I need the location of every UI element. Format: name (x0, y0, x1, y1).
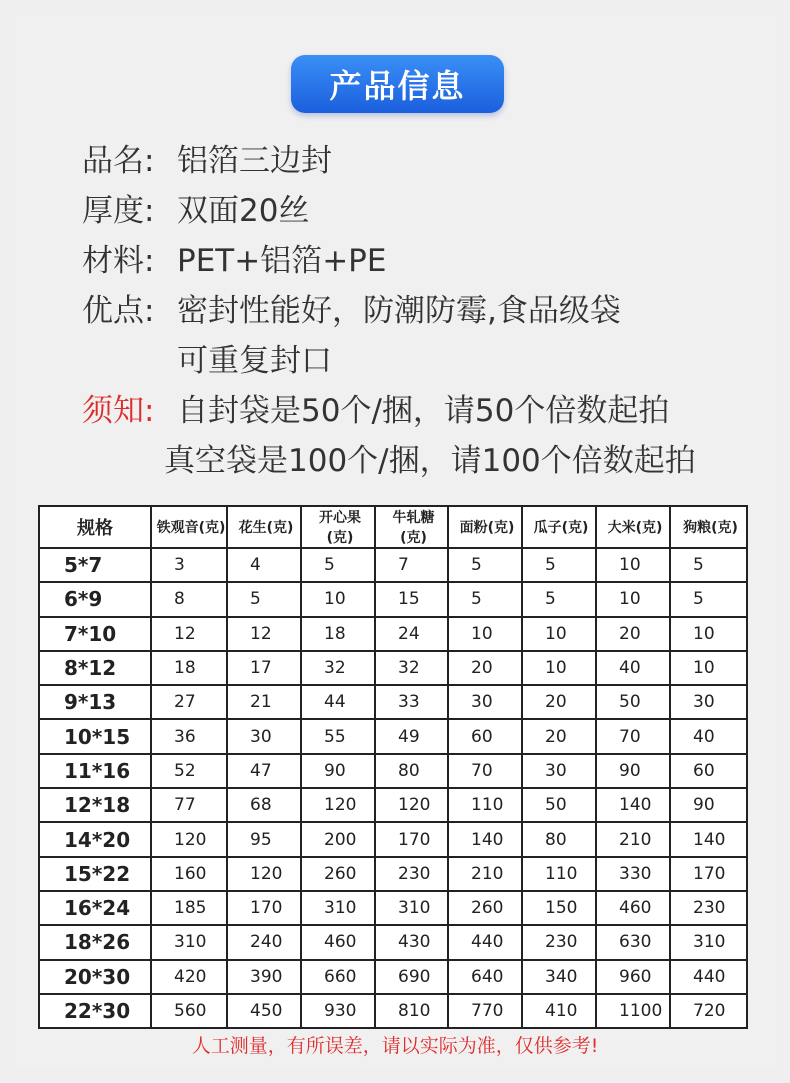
weight-cell: 120 (375, 788, 448, 822)
weight-cell: 32 (301, 651, 375, 685)
weight-cell: 110 (448, 788, 522, 822)
weight-cell: 24 (375, 617, 448, 651)
weight-cell: 5 (301, 548, 375, 582)
table-row (39, 754, 747, 788)
weight-cell: 5 (522, 582, 596, 616)
weight-cell: 20 (596, 617, 670, 651)
weight-cell: 80 (375, 754, 448, 788)
weight-cell: 10 (596, 582, 670, 616)
table-row (39, 822, 747, 856)
info-value: 可重复封口 (177, 342, 332, 379)
size-cell: 8*12 (39, 651, 151, 685)
weight-cell: 7 (375, 548, 448, 582)
size-cell: 9*13 (39, 685, 151, 719)
weight-cell: 12 (151, 617, 227, 651)
info-row-notice (82, 382, 772, 432)
weight-cell: 560 (151, 994, 227, 1028)
weight-cell: 12 (227, 617, 301, 651)
table-body (39, 548, 747, 1028)
weight-cell: 68 (227, 788, 301, 822)
weight-cell: 27 (151, 685, 227, 719)
weight-cell: 44 (301, 685, 375, 719)
column-header: 狗粮(克) (670, 506, 747, 548)
weight-cell: 5 (227, 582, 301, 616)
size-cell: 15*22 (39, 857, 151, 891)
weight-cell: 200 (301, 822, 375, 856)
weight-cell: 90 (670, 788, 747, 822)
section-title-badge (291, 55, 504, 113)
disclaimer-note: 人工测量，有所误差，请以实际为准，仅供参考! (191, 1035, 599, 1057)
weight-cell: 770 (448, 994, 522, 1028)
weight-cell: 440 (448, 925, 522, 959)
info-row-notice-cont (82, 432, 772, 482)
size-cell: 20*30 (39, 960, 151, 994)
weight-cell: 660 (301, 960, 375, 994)
weight-cell: 70 (448, 754, 522, 788)
info-value: PET+铝箔+PE (177, 242, 387, 279)
info-label: 品名: (82, 142, 155, 179)
size-cell: 12*18 (39, 788, 151, 822)
weight-cell: 32 (375, 651, 448, 685)
weight-cell: 30 (522, 754, 596, 788)
weight-cell: 330 (596, 857, 670, 891)
weight-cell: 420 (151, 960, 227, 994)
weight-cell: 340 (522, 960, 596, 994)
table-row (39, 685, 747, 719)
weight-cell: 310 (151, 925, 227, 959)
weight-cell: 10 (448, 617, 522, 651)
column-header: 开心果(克) (301, 506, 375, 548)
column-header: 瓜子(克) (522, 506, 596, 548)
weight-cell: 140 (670, 822, 747, 856)
weight-cell: 140 (448, 822, 522, 856)
size-cell: 7*10 (39, 617, 151, 651)
weight-cell: 120 (301, 788, 375, 822)
weight-cell: 47 (227, 754, 301, 788)
notice-line-2: 真空袋是100个/捆，请100个倍数起拍 (164, 442, 696, 479)
weight-cell: 5 (448, 548, 522, 582)
weight-cell: 90 (301, 754, 375, 788)
weight-cell: 40 (596, 651, 670, 685)
notice-line-1: 自封袋是50个/捆，请50个倍数起拍 (177, 392, 670, 429)
info-row-advantages-cont (82, 332, 772, 382)
weight-cell: 17 (227, 651, 301, 685)
weight-cell: 5 (670, 582, 747, 616)
weight-cell: 170 (670, 857, 747, 891)
weight-cell: 210 (448, 857, 522, 891)
weight-cell: 21 (227, 685, 301, 719)
weight-cell: 10 (301, 582, 375, 616)
weight-cell: 49 (375, 719, 448, 753)
info-label: 厚度: (82, 192, 155, 229)
column-header: 铁观音(克) (151, 506, 227, 548)
weight-cell: 960 (596, 960, 670, 994)
column-header-size: 规格 (39, 506, 151, 548)
weight-cell: 20 (448, 651, 522, 685)
size-cell: 11*16 (39, 754, 151, 788)
weight-cell: 440 (670, 960, 747, 994)
weight-cell: 50 (596, 685, 670, 719)
info-row-thickness (82, 182, 772, 232)
table-row (39, 582, 747, 616)
info-value: 双面20丝 (177, 192, 310, 229)
size-cell: 10*15 (39, 719, 151, 753)
weight-cell: 10 (670, 651, 747, 685)
info-row-advantages (82, 282, 772, 332)
size-cell: 5*7 (39, 548, 151, 582)
info-label: 优点: (82, 292, 155, 329)
table-row (39, 788, 747, 822)
size-capacity-table-wrap (38, 505, 746, 1029)
weight-cell: 310 (670, 925, 747, 959)
weight-cell: 185 (151, 891, 227, 925)
table-row (39, 651, 747, 685)
table-row (39, 994, 747, 1028)
weight-cell: 120 (227, 857, 301, 891)
weight-cell: 930 (301, 994, 375, 1028)
weight-cell: 50 (522, 788, 596, 822)
weight-cell: 170 (227, 891, 301, 925)
weight-cell: 18 (151, 651, 227, 685)
weight-cell: 70 (596, 719, 670, 753)
info-label: 材料: (82, 242, 155, 279)
column-header: 花生(克) (227, 506, 301, 548)
weight-cell: 170 (375, 822, 448, 856)
weight-cell: 30 (670, 685, 747, 719)
weight-cell: 30 (227, 719, 301, 753)
weight-cell: 240 (227, 925, 301, 959)
weight-cell: 10 (596, 548, 670, 582)
weight-cell: 80 (522, 822, 596, 856)
table-row (39, 719, 747, 753)
size-cell: 14*20 (39, 822, 151, 856)
weight-cell: 60 (448, 719, 522, 753)
size-capacity-table (38, 505, 748, 1029)
weight-cell: 720 (670, 994, 747, 1028)
weight-cell: 10 (522, 617, 596, 651)
weight-cell: 150 (522, 891, 596, 925)
weight-cell: 5 (448, 582, 522, 616)
size-cell: 22*30 (39, 994, 151, 1028)
weight-cell: 4 (227, 548, 301, 582)
weight-cell: 40 (670, 719, 747, 753)
weight-cell: 15 (375, 582, 448, 616)
weight-cell: 30 (448, 685, 522, 719)
weight-cell: 210 (596, 822, 670, 856)
weight-cell: 3 (151, 548, 227, 582)
weight-cell: 95 (227, 822, 301, 856)
weight-cell: 20 (522, 685, 596, 719)
weight-cell: 310 (301, 891, 375, 925)
weight-cell: 230 (375, 857, 448, 891)
weight-cell: 810 (375, 994, 448, 1028)
weight-cell: 260 (301, 857, 375, 891)
weight-cell: 630 (596, 925, 670, 959)
table-row (39, 960, 747, 994)
weight-cell: 36 (151, 719, 227, 753)
weight-cell: 110 (522, 857, 596, 891)
weight-cell: 120 (151, 822, 227, 856)
weight-cell: 77 (151, 788, 227, 822)
weight-cell: 390 (227, 960, 301, 994)
info-value: 密封性能好，防潮防霉,食品级袋 (177, 292, 621, 329)
size-cell: 16*24 (39, 891, 151, 925)
weight-cell: 230 (522, 925, 596, 959)
info-row-material (82, 232, 772, 282)
weight-cell: 1100 (596, 994, 670, 1028)
column-header: 大米(克) (596, 506, 670, 548)
weight-cell: 52 (151, 754, 227, 788)
weight-cell: 5 (522, 548, 596, 582)
table-row (39, 925, 747, 959)
notice-label: 须知: (82, 392, 155, 429)
info-value: 铝箔三边封 (177, 142, 332, 179)
weight-cell: 690 (375, 960, 448, 994)
product-info-list (82, 132, 772, 482)
weight-cell: 430 (375, 925, 448, 959)
weight-cell: 20 (522, 719, 596, 753)
weight-cell: 60 (670, 754, 747, 788)
weight-cell: 5 (670, 548, 747, 582)
weight-cell: 410 (522, 994, 596, 1028)
weight-cell: 310 (375, 891, 448, 925)
size-cell: 6*9 (39, 582, 151, 616)
weight-cell: 260 (448, 891, 522, 925)
weight-cell: 10 (670, 617, 747, 651)
weight-cell: 230 (670, 891, 747, 925)
table-row (39, 548, 747, 582)
weight-cell: 33 (375, 685, 448, 719)
weight-cell: 18 (301, 617, 375, 651)
table-row (39, 617, 747, 651)
size-cell: 18*26 (39, 925, 151, 959)
table-row (39, 857, 747, 891)
weight-cell: 140 (596, 788, 670, 822)
weight-cell: 55 (301, 719, 375, 753)
table-row (39, 891, 747, 925)
weight-cell: 460 (596, 891, 670, 925)
column-header: 面粉(克) (448, 506, 522, 548)
weight-cell: 450 (227, 994, 301, 1028)
weight-cell: 8 (151, 582, 227, 616)
info-row-name (82, 132, 772, 182)
table-header-row (39, 506, 747, 548)
weight-cell: 460 (301, 925, 375, 959)
weight-cell: 640 (448, 960, 522, 994)
column-header: 牛轧糖(克) (375, 506, 448, 548)
weight-cell: 90 (596, 754, 670, 788)
section-title: 产品信息 (329, 67, 466, 105)
weight-cell: 10 (522, 651, 596, 685)
weight-cell: 160 (151, 857, 227, 891)
